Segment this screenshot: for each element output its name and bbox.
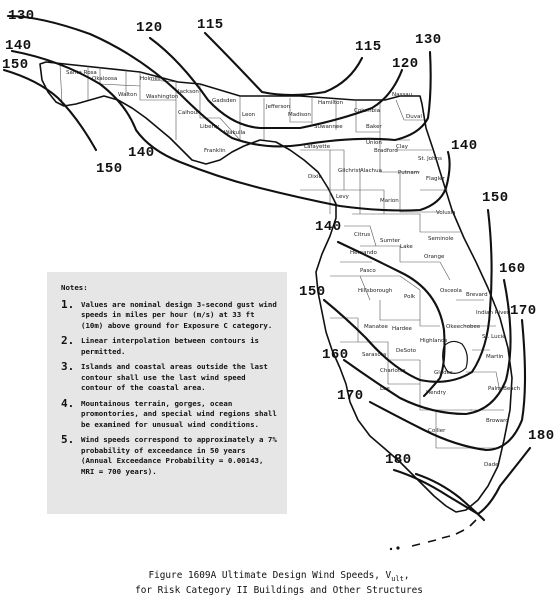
contour-label-150-west: 150 (299, 284, 326, 300)
caption-subscript: ult (391, 574, 404, 583)
county-label: Glades (434, 370, 453, 376)
county-label: Washington (146, 94, 179, 100)
note-item (61, 297, 279, 332)
county-label: Hernando (350, 250, 377, 256)
county-label: Sarasota (362, 352, 387, 358)
contour-label-160-east: 160 (499, 261, 526, 277)
contour-label-180-south: 180 (385, 452, 412, 468)
county-label: Okeechobee (446, 324, 481, 330)
note-text: Values are nominal design 3-second gust wind speeds in miles per hour (m/s) at 33 ft (10m) above ground for Exposure C category. (81, 299, 277, 330)
county-label: Hardee (392, 326, 412, 332)
county-label: Baker (366, 124, 382, 130)
county-label: Levy (336, 194, 349, 200)
county-label: Putnam (398, 170, 420, 176)
contour-label-140-west: 140 (315, 219, 342, 235)
note-number: 5. (61, 433, 75, 446)
county-label: Santa Rosa (66, 70, 97, 76)
county-label: Osceola (440, 288, 462, 294)
county-label: Nassau (392, 92, 413, 98)
note-item (61, 435, 279, 477)
caption-line-1 (0, 570, 558, 585)
county-label: Pasco (360, 268, 376, 274)
notes-box (47, 272, 287, 514)
contour-label-130-top-right: 130 (415, 32, 442, 48)
county-label: Polk (404, 294, 416, 300)
county-label: Union (366, 140, 382, 146)
contour-label-140-top-left: 140 (5, 38, 32, 54)
county-label: Liberty (200, 124, 220, 130)
county-label: Jackson (178, 89, 199, 95)
county-label: Brevard (466, 292, 488, 298)
county-label: Gilchrist (338, 168, 361, 174)
county-label: Highlands (420, 338, 448, 344)
notes-title: Notes: (61, 283, 88, 292)
county-label: Seminole (428, 236, 454, 242)
county-label: Gadsden (212, 98, 237, 104)
note-item (61, 336, 279, 357)
county-label: Suwannee (314, 124, 343, 130)
county-label: Dade (484, 462, 499, 468)
county-label: Hillsborough (358, 288, 393, 294)
contour-115 (205, 33, 362, 95)
note-text: Mountainous terrain, gorges, ocean promontories, and special wind regions shall be examined for unusual wind conditions. (81, 398, 277, 429)
county-label: Charlotte (380, 368, 406, 374)
note-text: Wind speeds correspond to approximately a 7% probability of exceedance in 50 years (Annual Exceedance Probability = 0.00143, MRI = 700 years). (81, 435, 277, 476)
county-label: St. Lucie (482, 334, 506, 340)
county-label: Martin (486, 354, 504, 360)
county-label: Hamilton (318, 100, 343, 106)
county-label: DeSoto (396, 348, 416, 354)
contour-label-140-panhandle: 140 (128, 145, 155, 161)
contour-label-115-right: 115 (355, 39, 382, 55)
caption-line-1-suffix: , (403, 570, 410, 581)
contour-label-115-top: 115 (197, 17, 224, 33)
county-label: Palm Beach (488, 386, 521, 392)
contour-label-120-right: 120 (392, 56, 419, 72)
caption-line-2: for Risk Category II Buildings and Other Structures (135, 584, 423, 596)
county-label: Manatee (364, 324, 388, 330)
lake-okeechobee (443, 341, 468, 373)
note-number: 3. (61, 360, 75, 373)
contour-label-170-west: 170 (337, 388, 364, 404)
contour-label-150-east: 150 (482, 190, 509, 206)
county-label: Lee (380, 386, 390, 392)
note-item (61, 362, 279, 394)
note-text: Islands and coastal areas outside the last contour shall use the last wind speed contour of the coastal area. (81, 362, 268, 392)
county-label: Lafayette (304, 144, 331, 150)
contour-label-120-top: 120 (136, 20, 163, 36)
florida-keys (412, 520, 476, 546)
county-label: Duval (406, 114, 422, 120)
county-label: Okaloosa (92, 76, 118, 82)
county-label: Columbia (354, 108, 380, 114)
county-label: Flagler (426, 176, 445, 182)
county-label: Holmes (140, 76, 161, 82)
county-label: Orange (424, 254, 445, 260)
note-item (61, 396, 279, 431)
contour-label-170-east: 170 (510, 303, 537, 319)
dry-tortugas-island (390, 548, 392, 550)
contour-label-150-top-left: 150 (2, 57, 29, 73)
county-label: Franklin (204, 148, 226, 154)
county-label: Walton (118, 92, 137, 98)
county-label: Indian River (476, 310, 509, 316)
key-west-island (396, 546, 399, 549)
county-label: Collier (428, 428, 446, 434)
contour-label-130-top-left: 130 (8, 8, 35, 24)
caption-line-1-text: Figure 1609A Ultimate Design Wind Speeds, V (148, 570, 392, 581)
figure-caption (0, 570, 558, 597)
county-label: Leon (242, 112, 256, 118)
county-label: Madison (288, 112, 311, 118)
note-number: 2. (61, 334, 75, 347)
note-number: 4. (61, 396, 75, 410)
county-label: Wakulla (224, 130, 246, 136)
county-label: Broward (486, 418, 509, 424)
county-label: Lake (400, 244, 413, 250)
contour-label-180-east: 180 (528, 428, 555, 444)
county-label: Alachua (360, 168, 383, 174)
contour-label-140-east: 140 (451, 138, 478, 154)
county-label: Clay (396, 144, 408, 150)
county-label: Volusia (436, 210, 456, 216)
contour-label-160-west: 160 (322, 347, 349, 363)
county-label: St. Johns (418, 156, 442, 162)
county-label: Marion (380, 198, 399, 204)
county-label: Dixie (308, 174, 322, 180)
county-label: Hendry (426, 390, 447, 396)
note-text: Linear interpolation between contours is permitted. (81, 336, 259, 356)
county-label: Calhoun (178, 110, 201, 116)
county-label: Citrus (354, 232, 371, 238)
contour-label-150-panhandle: 150 (96, 161, 123, 177)
county-label: Bradford (374, 148, 398, 154)
county-label: Jefferson (266, 104, 291, 110)
note-number: 1. (61, 297, 75, 311)
county-label: Sumter (380, 238, 401, 244)
